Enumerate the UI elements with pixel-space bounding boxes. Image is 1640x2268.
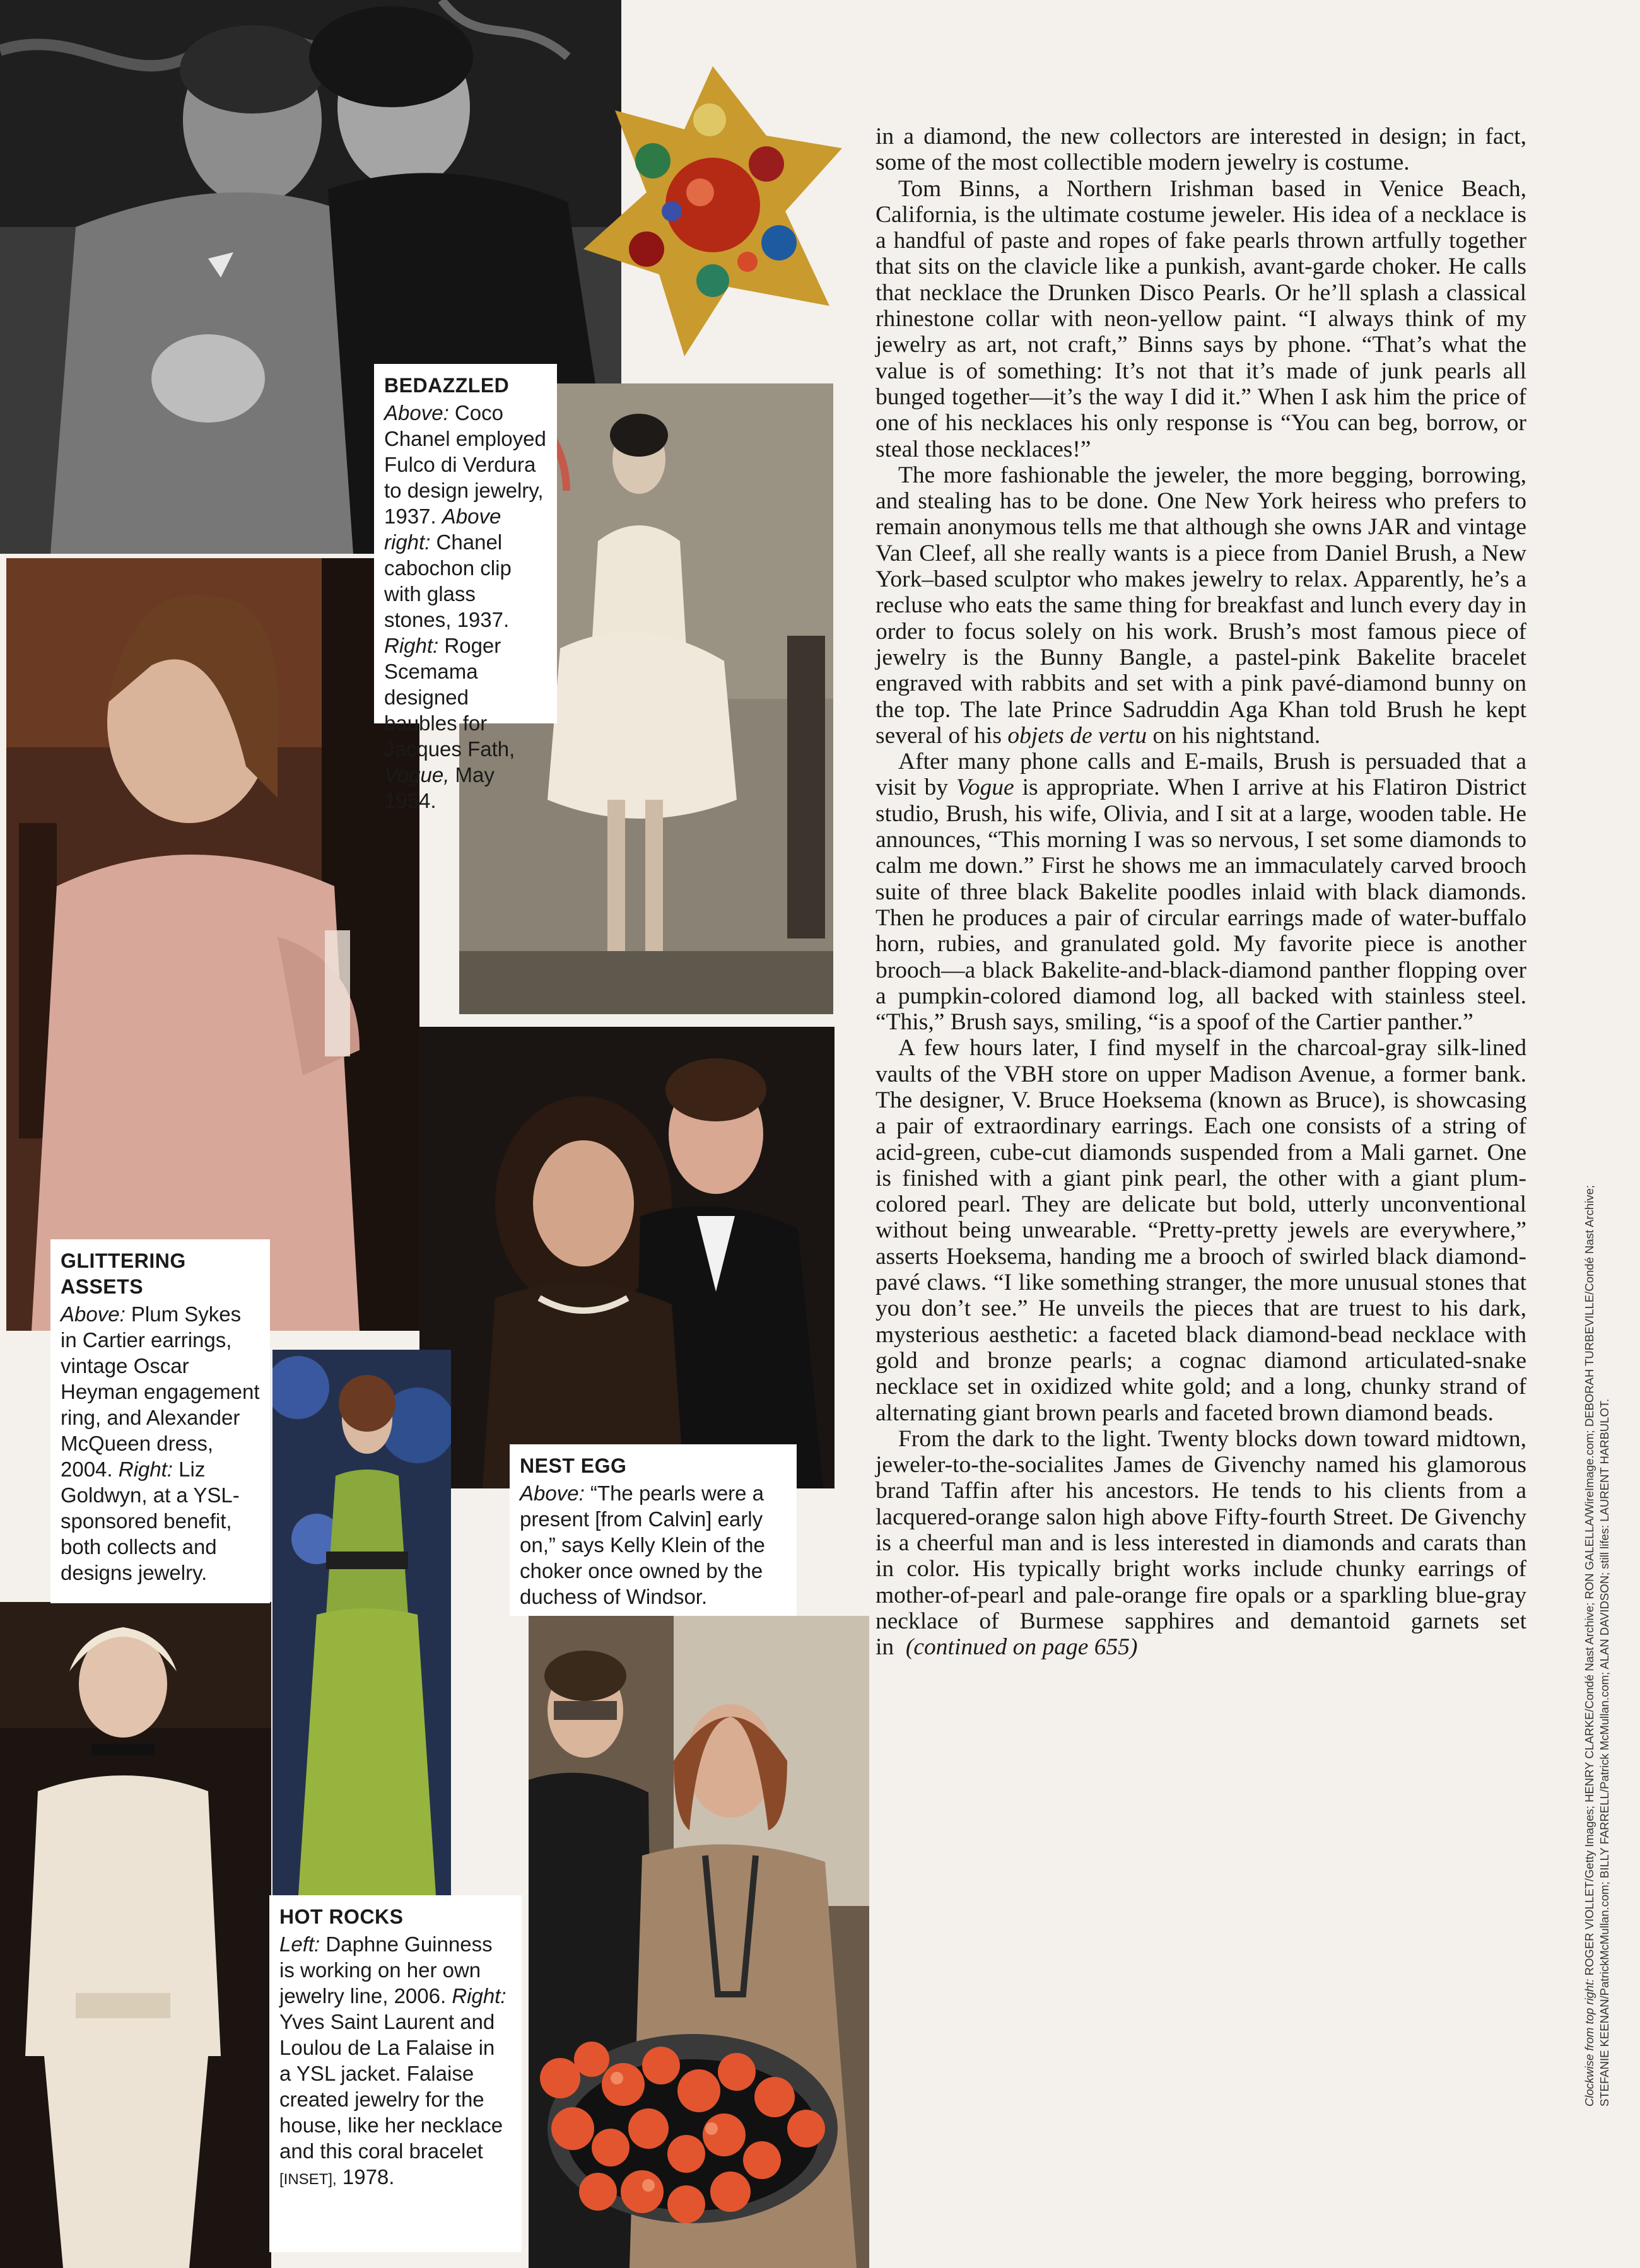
photo-plum-sykes	[6, 558, 419, 1331]
article-paragraph: Tom Binns, a Northern Irishman based in Venice Beach, California, is the ultimate costume jeweler. His idea of a necklace is a handful of paste and ropes of fake pearls thrown artfully together that sits on the clavicle like a punkish, avant-garde choker. He calls that necklace the Drunken Disco Pearls. Or he’ll splash a classical rhinestone collar with neon-yellow paint. “I always think of my jewelry as art, not craft,” Binns says by phone. “That’s what the value is of something: It’s not that it’s made of junk pearls all bunged together—it’s the way I did it.” When I ask him the price of one of his necklaces his only response is “You can beg, borrow, or steal those necklaces!”	[876, 175, 1526, 462]
caption-magazine: Vogue,	[384, 763, 450, 786]
article-paragraph: in a diamond, the new collectors are interested in design; in fact, some of the most collectible modern jewelry is costume.	[876, 124, 1526, 176]
caption-heading: HOT ROCKS	[279, 1905, 404, 1928]
caption-text: Liz Goldwyn, at a YSL-sponsored benefit, both collects and designs jewelry.	[61, 1458, 240, 1584]
article-paragraph: A few hours later, I find myself in the charcoal-gray silk-lined vaults of the VBH store on upper Madison Avenue, a former bank. The designer, V. Bruce Hoeksema (known as Bruce), is showcasing a pair of extraordinary earrings. Each one consists of a string of acid-green, cube-cut diamonds suspended from a Mali garnet. One is finished with a giant pink pearl, the other with a giant plum-colored pearl. They are delicate but bold, utterly unconventional without being unwearable. “Pretty-pretty jewels are everywhere,” asserts Hoeksema, handing me a brooch of swirled black diamond-pavé claws. “I like something stranger, the more unusual stones that you don’t see.” He unveils the pieces that are truest to his dark, mysterious aesthetic: a faceted black diamond-bead necklace with gold and bronze pearls; a cognac diamond articulated-snake necklace set in oxidized white gold; and a long, chunky strand of alternating giant brown pearls and faceted brown diamond beads.	[876, 1035, 1526, 1426]
credits-line: STEFANIE KEENAN/PatrickMcMullan.com; BILLY FARRELL/Patrick McMullan.com; ALAN DAVIDSON; still lifes: LAURENT HARBULOT.	[1598, 1398, 1611, 2107]
article-italic: objets de vertu	[1007, 722, 1147, 749]
caption-label: Above:	[520, 1482, 585, 1505]
caption-text: Yves Saint Laurent and Loulou de La Falaise in a YSL jacket. Falaise created jewelry for the house, like her necklace and this coral bracelet	[279, 2010, 503, 2163]
caption-label: Right:	[118, 1458, 173, 1481]
photo-coral-bracelet	[522, 2002, 844, 2236]
photo-liz-goldwyn	[272, 1350, 451, 1905]
article-text: on his nightstand.	[1152, 722, 1321, 749]
caption-heading: NEST EGG	[520, 1454, 627, 1477]
photo-chanel-brooch	[577, 60, 848, 363]
caption-text: “The pearls were a present [from Calvin] early on,” says Kelly Klein of the choker once owned by the duchess of Windsor.	[520, 1482, 765, 1608]
article-paragraph	[876, 749, 1526, 1035]
caption-heading: GLITTERING ASSETS	[61, 1249, 186, 1298]
caption-text: Plum Sykes in Cartier earrings, vintage Oscar Heyman engagement ring, and Alexander McQueen dress, 2004.	[61, 1302, 260, 1481]
credits-label: Clockwise from top right:	[1583, 1979, 1596, 2107]
caption-label: Right:	[452, 1984, 507, 2008]
article-text: The more fashionable the jeweler, the more begging, borrowing, and stealing has to be done. One New York heiress who prefers to remain anonymous tells me that although she owns JAR and vintage Van Cleef, all she really wants is a piece from Daniel Brush, a New York–based sculptor who makes jewelry to relax. Apparently, he’s a recluse who eats the same thing for breakfast and lunch every day in order to focus solely on his work. Brush’s most famous piece of jewelry is the Bunny Bangle, a pastel-pink Bakelite bracelet engraved with rabbits and set with a pink pavé-diamond bunny on the top. The late Prince Sadruddin Aga Khan told Brush he kept several of his	[876, 462, 1526, 749]
caption-label: Left:	[279, 1932, 320, 1956]
caption-text: Coco Chanel employed Fulco di Verdura to design jewelry, 1937.	[384, 401, 546, 528]
caption-inset: [INSET],	[279, 2171, 337, 2188]
credits-line	[1582, 858, 1597, 2107]
article-paragraph	[876, 1426, 1526, 1661]
caption-date: 1978.	[342, 2165, 395, 2189]
photo-credits	[1582, 858, 1612, 2107]
article-text: is appropriate. When I arrive at his Flatiron District studio, Brush, his wife, Olivia, and I sit at a large, wooden table. He announces, “This morning I was so nervous, I set some diamonds to calm me down.” First he shows me an immaculately carved brooch suite of three black Bakelite poodles inlaid with black diamonds. Then he produces a pair of circular earrings made of water-buffalo horn, rubies, and granulated gold. My favorite piece is another brooch—a black Bakelite-and-black-diamond panther flopping over a pumpkin-colored diamond log, all backed with stainless steel. “This,” Brush says, smiling, “is a spoof of the Cartier panther.”	[876, 775, 1527, 1036]
photo-daphne-guinness	[0, 1602, 271, 2268]
caption-label: Right:	[384, 634, 439, 657]
credits-text: ROGER VIOLLET/Getty Images; HENRY CLARKE/Condé Nast Archive; RON GALELLA/WireImage.com; DEBORAH TURBEVILLE/Condé Nast Archive;	[1583, 1184, 1596, 1976]
caption-bedazzled	[374, 364, 557, 812]
article-body	[876, 124, 1526, 1661]
caption-text: Roger Scemama designed baubles for Jacques Fath,	[384, 634, 515, 761]
caption-hot-rocks	[269, 1895, 522, 2252]
caption-label: Above:	[384, 401, 449, 424]
continued-note: (continued on page 655)	[905, 1634, 1138, 1661]
article-text: After many phone calls and E-mails, Brush is persuaded that a visit by	[876, 749, 1526, 801]
article-italic: Vogue	[956, 775, 1014, 801]
caption-date: May 1954.	[384, 763, 495, 812]
caption-heading: BEDAZZLED	[384, 374, 510, 397]
article-text: From the dark to the light. Twenty blocks down toward midtown, jeweler-to-the-socialites James de Givenchy named his glamorous brand Taffin after his ancestors. He tends to his clients from a lacquered-orange salon high above Fifty-fourth Street. De Givenchy is a cheerful man and is less interested in diamonds and carats than in color. His typically bright works include chunky earrings of mother-of-pearl and pale-orange fire opals or a sparkling blue-gray necklace of Burmese sapphires and demantoid garnets set in	[876, 1425, 1526, 1661]
caption-glittering-assets	[50, 1239, 270, 1603]
caption-label: Above right:	[384, 505, 501, 554]
caption-text: Daphne Guinness is working on her own jewelry line, 2006.	[279, 1932, 493, 2008]
caption-label: Above:	[61, 1302, 126, 1326]
article-paragraph	[876, 462, 1526, 749]
caption-nest-egg	[510, 1444, 797, 1616]
caption-text: Chanel cabochon clip with glass stones, 1937.	[384, 530, 512, 631]
photo-kelly-klein-calvin	[419, 1027, 835, 1488]
